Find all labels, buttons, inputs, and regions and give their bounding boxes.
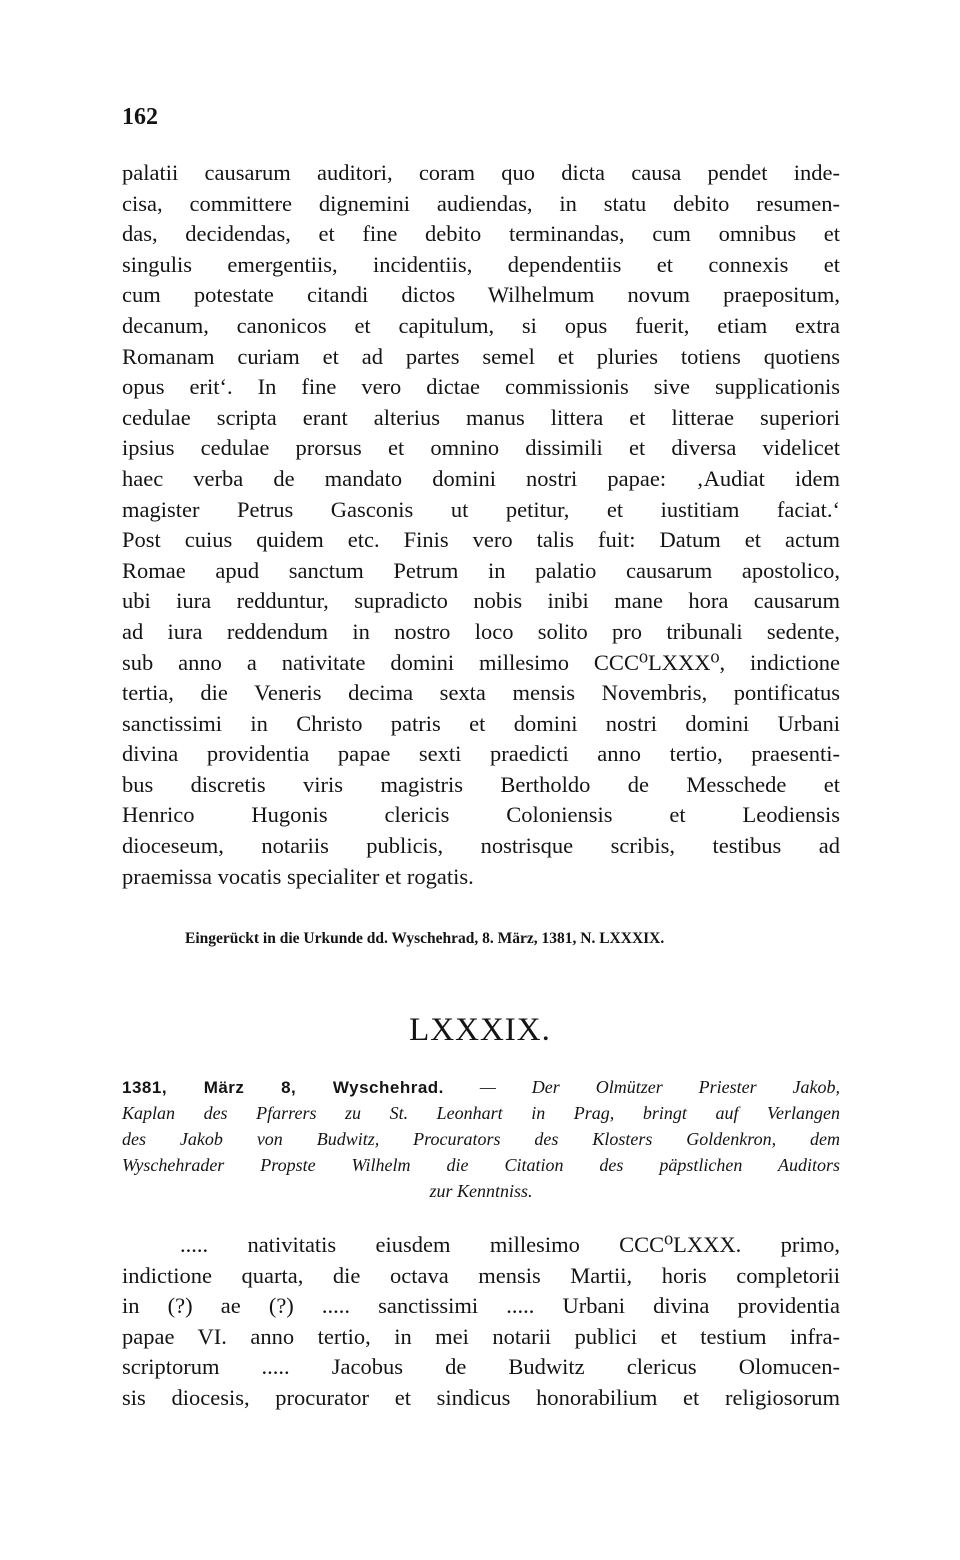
regest-line: zur Kenntniss. (429, 1181, 533, 1201)
text-line: magister Petrus Gasconis ut petitur, et iustitiam faciat.‘ (122, 496, 840, 522)
text-line: ubi iura redduntur, supradicto nobis inibi mane hora causarum (122, 588, 840, 614)
regest-date-place: 1381, März 8, Wyschehrad. (122, 1078, 444, 1097)
text-line: papae VI. anno tertio, in mei notarii publici et testium infra- (122, 1323, 840, 1349)
text-line: dioceseum, notariis publicis, nostrisque scribis, testibus ad (122, 833, 840, 859)
text-line: haec verba de mandato domini nostri papae: ‚Audiat idem (122, 465, 840, 491)
text-line: palatii causarum auditori, coram quo dicta causa pendet inde- (122, 160, 840, 185)
page-number: 162 (122, 104, 158, 130)
text-line: cisa, committere dignemini audiendas, in statu debito resumen- (122, 190, 840, 216)
document-number-heading: LXXXIX. (409, 1012, 551, 1048)
text-line: bus discretis viris magistris Bertholdo de Messchede et (122, 771, 840, 797)
regest-line: Kaplan des Pfarrers zu St. Leonhart in Prag, bringt auf Verlangen (122, 1103, 840, 1123)
text-line: ..... nativitatis eiusdem millesimo CCC⁰LXXX. primo, (180, 1232, 840, 1257)
text-line: sis diocesis, procurator et sindicus honorabilium et religiosorum (122, 1384, 840, 1410)
insertion-note: Eingerückt in die Urkunde dd. Wyschehrad, 8. März, 1381, N. LXXXIX. (185, 930, 665, 947)
text-line: cedulae scripta erant alterius manus littera et litterae superiori (122, 404, 840, 430)
regest-line: des Jakob von Budwitz, Procurators des Klosters Goldenkron, dem (122, 1129, 840, 1149)
regest-line: Wyschehrader Propste Wilhelm die Citation des päpstlichen Auditors (122, 1155, 840, 1175)
regest-line (122, 1074, 840, 1100)
text-line: Romanam curiam et ad partes semel et pluries totiens quotiens (122, 343, 840, 369)
text-line: praemissa vocatis specialiter et rogatis. (122, 863, 474, 889)
text-line: Post cuius quidem etc. Finis vero talis fuit: Datum et actum (122, 527, 840, 553)
text-line: sanctissimi in Christo patris et domini nostri domini Urbani (122, 710, 840, 736)
body-text-top (122, 158, 840, 892)
regest-summary (122, 1074, 840, 1204)
text-line: singulis emergentiis, incidentiis, dependentiis et connexis et (122, 251, 840, 277)
text-line: Henrico Hugonis clericis Coloniensis et Leodiensis (122, 802, 840, 828)
body-text-bottom (122, 1230, 840, 1414)
text-line: decanum, canonicos et capitulum, si opus fuerit, etiam extra (122, 312, 840, 338)
text-line: ipsius cedulae prorsus et omnino dissimili et diversa videlicet (122, 435, 840, 461)
text-line: tertia, die Veneris decima sexta mensis Novembris, pontificatus (122, 680, 840, 706)
text-line: indictione quarta, die octava mensis Martii, horis completorii (122, 1262, 840, 1288)
text-line: sub anno a nativitate domini millesimo CCC⁰LXXX⁰, indictione (122, 649, 840, 675)
text-line: divina providentia papae sexti praedicti anno tertio, praesenti- (122, 741, 840, 767)
text-line: das, decidendas, et fine debito terminandas, cum omnibus et (122, 221, 840, 247)
text-line: in (?) ae (?) ..... sanctissimi ..... Urbani divina providentia (122, 1293, 840, 1319)
text-line: opus erit‘. In fine vero dictae commissionis sive supplicationis (122, 374, 840, 400)
regest-line-text: — Der Olmützer Priester Jakob, (479, 1077, 841, 1097)
text-line: scriptorum ..... Jacobus de Budwitz clericus Olomucen- (122, 1354, 840, 1380)
text-line: cum potestate citandi dictos Wilhelmum novum praepositum, (122, 282, 840, 308)
text-line: Romae apud sanctum Petrum in palatio causarum apostolico, (122, 557, 840, 583)
text-line: ad iura reddendum in nostro loco solito pro tribunali sedente, (122, 618, 840, 644)
